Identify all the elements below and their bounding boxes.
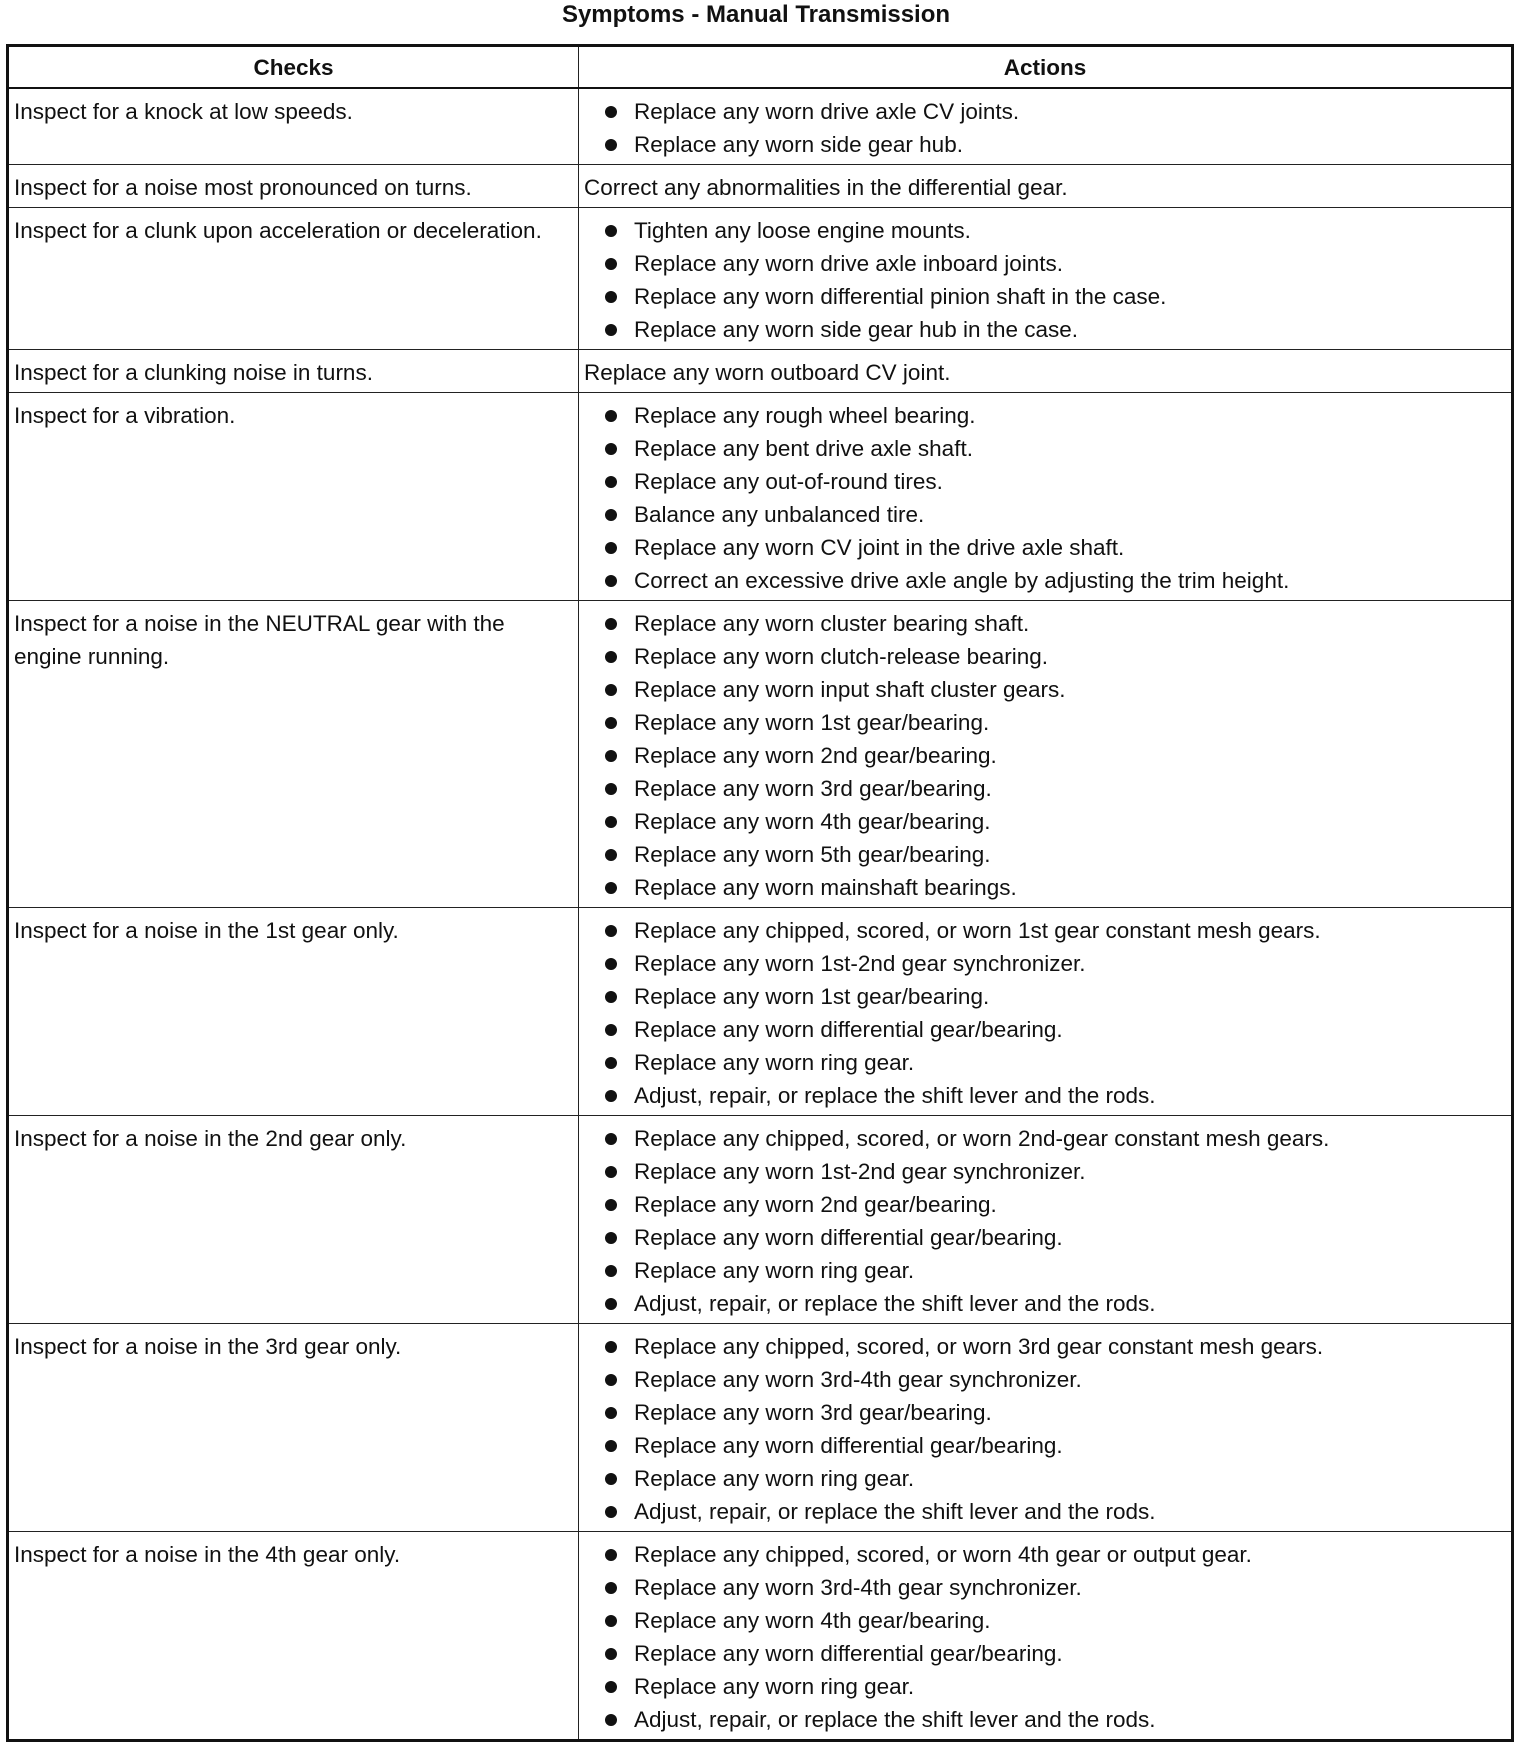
action-item: Replace any worn 5th gear/bearing. [584, 838, 1505, 871]
action-item: Replace any worn 1st-2nd gear synchronizer. [584, 947, 1505, 980]
action-item: Replace any worn side gear hub in the case. [584, 313, 1505, 346]
actions-cell [579, 908, 1513, 1116]
table-row [8, 601, 1513, 908]
table-row [8, 350, 1513, 393]
check-cell: Inspect for a noise in the 4th gear only. [8, 1532, 579, 1741]
action-item: Replace any worn 1st gear/bearing. [584, 980, 1505, 1013]
action-item: Replace any worn 1st-2nd gear synchronizer. [584, 1155, 1505, 1188]
actions-cell [579, 1324, 1513, 1532]
action-item: Replace any worn 3rd gear/bearing. [584, 772, 1505, 805]
action-item: Correct an excessive drive axle angle by adjusting the trim height. [584, 564, 1505, 597]
action-item: Replace any worn 2nd gear/bearing. [584, 739, 1505, 772]
table-body [8, 88, 1513, 1741]
action-item: Tighten any loose engine mounts. [584, 214, 1505, 247]
action-item: Adjust, repair, or replace the shift lever and the rods. [584, 1079, 1505, 1112]
action-item: Replace any chipped, scored, or worn 4th gear or output gear. [584, 1538, 1505, 1571]
action-item: Replace any worn cluster bearing shaft. [584, 607, 1505, 640]
actions-list [584, 1122, 1505, 1320]
page-title: Symptoms - Manual Transmission [561, 1, 951, 28]
actions-cell [579, 88, 1513, 165]
check-cell: Inspect for a noise in the NEUTRAL gear with the engine running. [8, 601, 579, 908]
action-item: Replace any worn input shaft cluster gears. [584, 673, 1505, 706]
action-item: Replace any worn ring gear. [584, 1670, 1505, 1703]
action-item: Replace any worn differential gear/bearing. [584, 1637, 1505, 1670]
actions-cell [579, 208, 1513, 350]
actions-cell [579, 350, 1513, 393]
actions-list [584, 607, 1505, 904]
table-row [8, 908, 1513, 1116]
actions-column-header: Actions [579, 46, 1513, 89]
action-item: Replace any worn 3rd-4th gear synchronizer. [584, 1363, 1505, 1396]
table-row [8, 208, 1513, 350]
action-item: Replace any worn drive axle inboard joints. [584, 247, 1505, 280]
check-cell: Inspect for a clunking noise in turns. [8, 350, 579, 393]
actions-cell [579, 1532, 1513, 1741]
action-item: Replace any worn 3rd-4th gear synchronizer. [584, 1571, 1505, 1604]
action-item: Replace any worn 3rd gear/bearing. [584, 1396, 1505, 1429]
action-item: Replace any worn mainshaft bearings. [584, 871, 1505, 904]
action-text: Replace any worn outboard CV joint. [584, 360, 951, 385]
table-row [8, 393, 1513, 601]
table-row [8, 1116, 1513, 1324]
check-cell: Inspect for a noise in the 2nd gear only. [8, 1116, 579, 1324]
action-item: Replace any worn ring gear. [584, 1462, 1505, 1495]
action-item: Balance any unbalanced tire. [584, 498, 1505, 531]
action-item: Replace any worn 2nd gear/bearing. [584, 1188, 1505, 1221]
action-item: Adjust, repair, or replace the shift lever and the rods. [584, 1703, 1505, 1736]
check-cell: Inspect for a vibration. [8, 393, 579, 601]
check-cell: Inspect for a noise in the 3rd gear only. [8, 1324, 579, 1532]
action-item: Replace any worn drive axle CV joints. [584, 95, 1505, 128]
action-item: Replace any worn CV joint in the drive axle shaft. [584, 531, 1505, 564]
action-item: Replace any worn ring gear. [584, 1254, 1505, 1287]
action-item: Replace any worn 4th gear/bearing. [584, 1604, 1505, 1637]
action-item: Replace any bent drive axle shaft. [584, 432, 1505, 465]
action-item: Replace any worn side gear hub. [584, 128, 1505, 161]
table-row [8, 165, 1513, 208]
actions-cell [579, 601, 1513, 908]
actions-list [584, 1330, 1505, 1528]
actions-list [584, 95, 1505, 161]
action-item: Adjust, repair, or replace the shift lever and the rods. [584, 1287, 1505, 1320]
action-item: Replace any worn differential gear/bearing. [584, 1429, 1505, 1462]
action-item: Replace any rough wheel bearing. [584, 399, 1505, 432]
action-item: Replace any chipped, scored, or worn 1st gear constant mesh gears. [584, 914, 1505, 947]
symptoms-table [6, 44, 1514, 1742]
table-row [8, 1532, 1513, 1741]
actions-list [584, 914, 1505, 1112]
table-row [8, 88, 1513, 165]
action-item: Replace any worn ring gear. [584, 1046, 1505, 1079]
action-item: Replace any worn differential gear/bearing. [584, 1221, 1505, 1254]
action-item: Replace any worn 4th gear/bearing. [584, 805, 1505, 838]
check-cell: Inspect for a knock at low speeds. [8, 88, 579, 165]
check-cell: Inspect for a noise most pronounced on turns. [8, 165, 579, 208]
action-item: Replace any worn differential gear/bearing. [584, 1013, 1505, 1046]
check-cell: Inspect for a noise in the 1st gear only. [8, 908, 579, 1116]
action-item: Replace any out-of-round tires. [584, 465, 1505, 498]
actions-list [584, 214, 1505, 346]
action-item: Adjust, repair, or replace the shift lever and the rods. [584, 1495, 1505, 1528]
action-item: Replace any chipped, scored, or worn 2nd-gear constant mesh gears. [584, 1122, 1505, 1155]
actions-list [584, 1538, 1505, 1736]
table-header-row [8, 46, 1513, 89]
actions-cell [579, 393, 1513, 601]
table-row [8, 1324, 1513, 1532]
actions-cell [579, 1116, 1513, 1324]
action-item: Replace any worn differential pinion shaft in the case. [584, 280, 1505, 313]
action-text: Correct any abnormalities in the differential gear. [584, 175, 1068, 200]
actions-list [584, 399, 1505, 597]
checks-column-header: Checks [8, 46, 579, 89]
check-cell: Inspect for a clunk upon acceleration or deceleration. [8, 208, 579, 350]
action-item: Replace any worn 1st gear/bearing. [584, 706, 1505, 739]
action-item: Replace any chipped, scored, or worn 3rd gear constant mesh gears. [584, 1330, 1505, 1363]
action-item: Replace any worn clutch-release bearing. [584, 640, 1505, 673]
actions-cell [579, 165, 1513, 208]
